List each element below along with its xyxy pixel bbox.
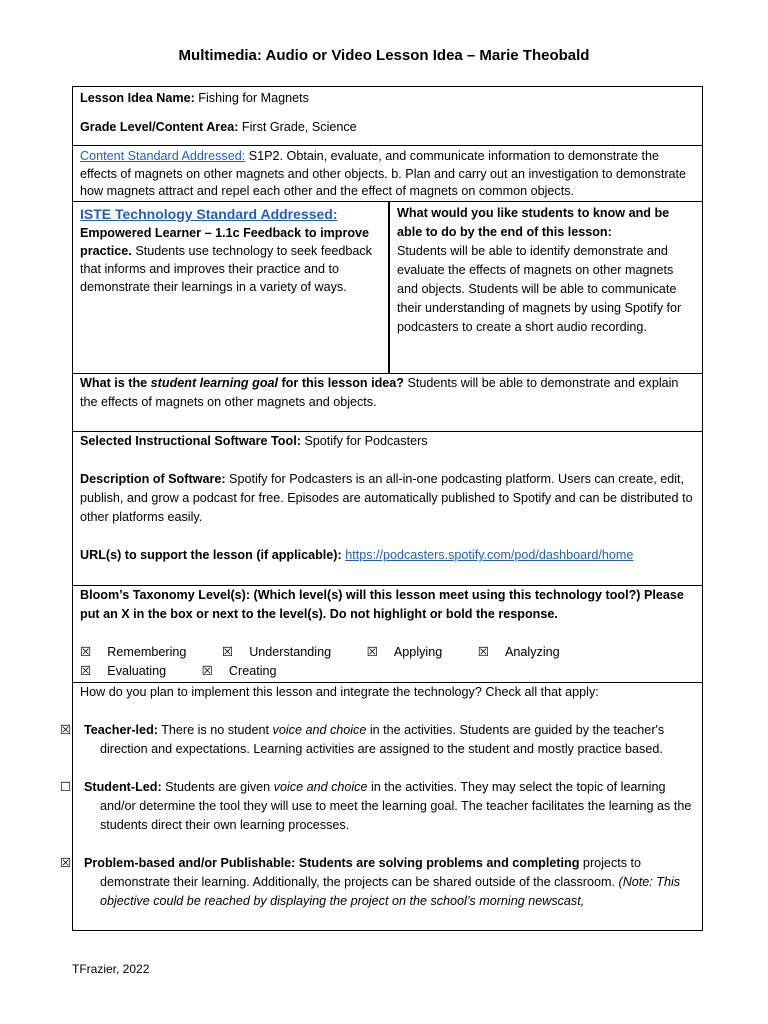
lesson-table (60, 86, 703, 931)
grade-label: Grade Level/Content Area: (80, 120, 239, 134)
goal-question-italic: student learning goal (150, 376, 279, 390)
implementation-question: How do you plan to implement this lesson and integrate the technology? Check all that apply: (80, 685, 599, 699)
bloom-level-creating[interactable]: ☒ Creating (202, 664, 293, 678)
software-row (73, 432, 702, 586)
bloom-level-understanding[interactable]: ☒ Understanding (222, 645, 347, 659)
lesson-name-value: Fishing for Magnets (198, 91, 309, 105)
bloom-question: Bloom’s Taxonomy Level(s): (Which level(s) will this lesson meet using this technology tool?) Please put an X in the box or next to the level(s). Do not highlight or bold the response. (80, 588, 684, 621)
bloom-level-analyzing[interactable]: ☒ Analyzing (478, 645, 576, 659)
content-standard-row (73, 146, 702, 202)
implementation-row (60, 683, 702, 911)
know-do-answer: Students will be able to identify demonstrate and evaluate the effects of magnets on other magnets and objects. Students will be able to communicate their understanding of magnets by using Spotify for podcasters to create a short audio recording. (397, 244, 682, 334)
iste-heading: ISTE Technology Standard Addressed: (80, 206, 338, 222)
bloom-level-evaluating[interactable]: ☒ Evaluating (80, 664, 182, 678)
checkbox-icon: ☒ (80, 645, 92, 659)
know-do-question: What would you like students to know and be able to do by the end of this lesson: (397, 206, 670, 239)
iste-know-row (73, 202, 702, 374)
problem-based-option[interactable]: ☒ Problem-based and/or Publishable: Students are solving problems and completing projects to demonstrate their learning. Additionally, the projects can be shared outside of the classroom. (Note: This objective could be reached by displaying the project on the school’s morning newscast, (60, 856, 681, 908)
content-standard-label: Content Standard Addressed: (80, 149, 246, 163)
description-label: Description of Software: (80, 472, 226, 486)
teacher-led-option[interactable]: ☒ Teacher-led: There is no student voice and choice in the activities. Students are guided by the teacher's direction and expectations. Learning activities are assigned to the student and mostly practice based. (60, 723, 665, 756)
description-value: Spotify for Podcasters is an all-in-one podcasting platform. Users can create, edit, publish, and grow a podcast for free. Episodes are automatically published to Spotify and can be distributed to other platforms easily. (80, 472, 693, 524)
know-do-cell (390, 202, 702, 373)
bloom-level-remembering[interactable]: ☒ Remembering (80, 645, 202, 659)
goal-answer: Students will be able to demonstrate and explain the effects of magnets on other magnets and objects. (80, 376, 679, 409)
student-led-option[interactable]: ☐ Student-Led: Students are given voice and choice in the activities. They may select the topic of learning and/or determine the tool they will use to meet the learning goal. The teacher facilitates the learning as the students direct their own learning processes. (60, 780, 692, 832)
goal-question-end: for this lesson idea? (278, 376, 404, 390)
bloom-level-applying[interactable]: ☒ Applying (367, 645, 459, 659)
footer-credit: TFrazier, 2022 (72, 962, 150, 976)
bloom-levels (80, 643, 696, 681)
lesson-info-row (73, 87, 702, 146)
lesson-name-label: Lesson Idea Name: (80, 91, 195, 105)
goal-question-start: What is the (80, 376, 151, 390)
support-url-link[interactable]: https://podcasters.spotify.com/pod/dashboard/home (345, 548, 634, 562)
checkbox-icon: ☒ (366, 645, 378, 659)
checkbox-icon: ☒ (477, 645, 490, 659)
url-label: URL(s) to support the lesson (if applicable): (80, 548, 342, 562)
tool-label: Selected Instructional Software Tool: (80, 434, 301, 448)
checkbox-icon: ☒ (201, 664, 213, 678)
bloom-row (73, 586, 702, 683)
grade-value: First Grade, Science (241, 120, 357, 134)
content-standard-text: S1P2. Obtain, evaluate, and communicate information to demonstrate the effects of magnets on other magnets and other objects. b. Plan and carry out an investigation to demonstrate how magnets attract and repel each other and the effect of magnets on common objects. (80, 149, 687, 198)
iste-standard-bold: Empowered Learner – 1.1c Feedback to improve practice. (80, 226, 370, 258)
checkbox-icon: ☒ (221, 645, 234, 659)
page-title: Multimedia: Audio or Video Lesson Idea – Marie Theobald (178, 47, 590, 64)
learning-goal-row (73, 374, 702, 432)
iste-cell (73, 202, 390, 373)
checkbox-icon: ☒ (80, 664, 92, 678)
tool-value: Spotify for Podcasters (304, 434, 428, 448)
iste-standard-text: Students use technology to seek feedback that informs and improves their practice and to demonstrate their learnings in a variety of ways. (80, 244, 372, 294)
